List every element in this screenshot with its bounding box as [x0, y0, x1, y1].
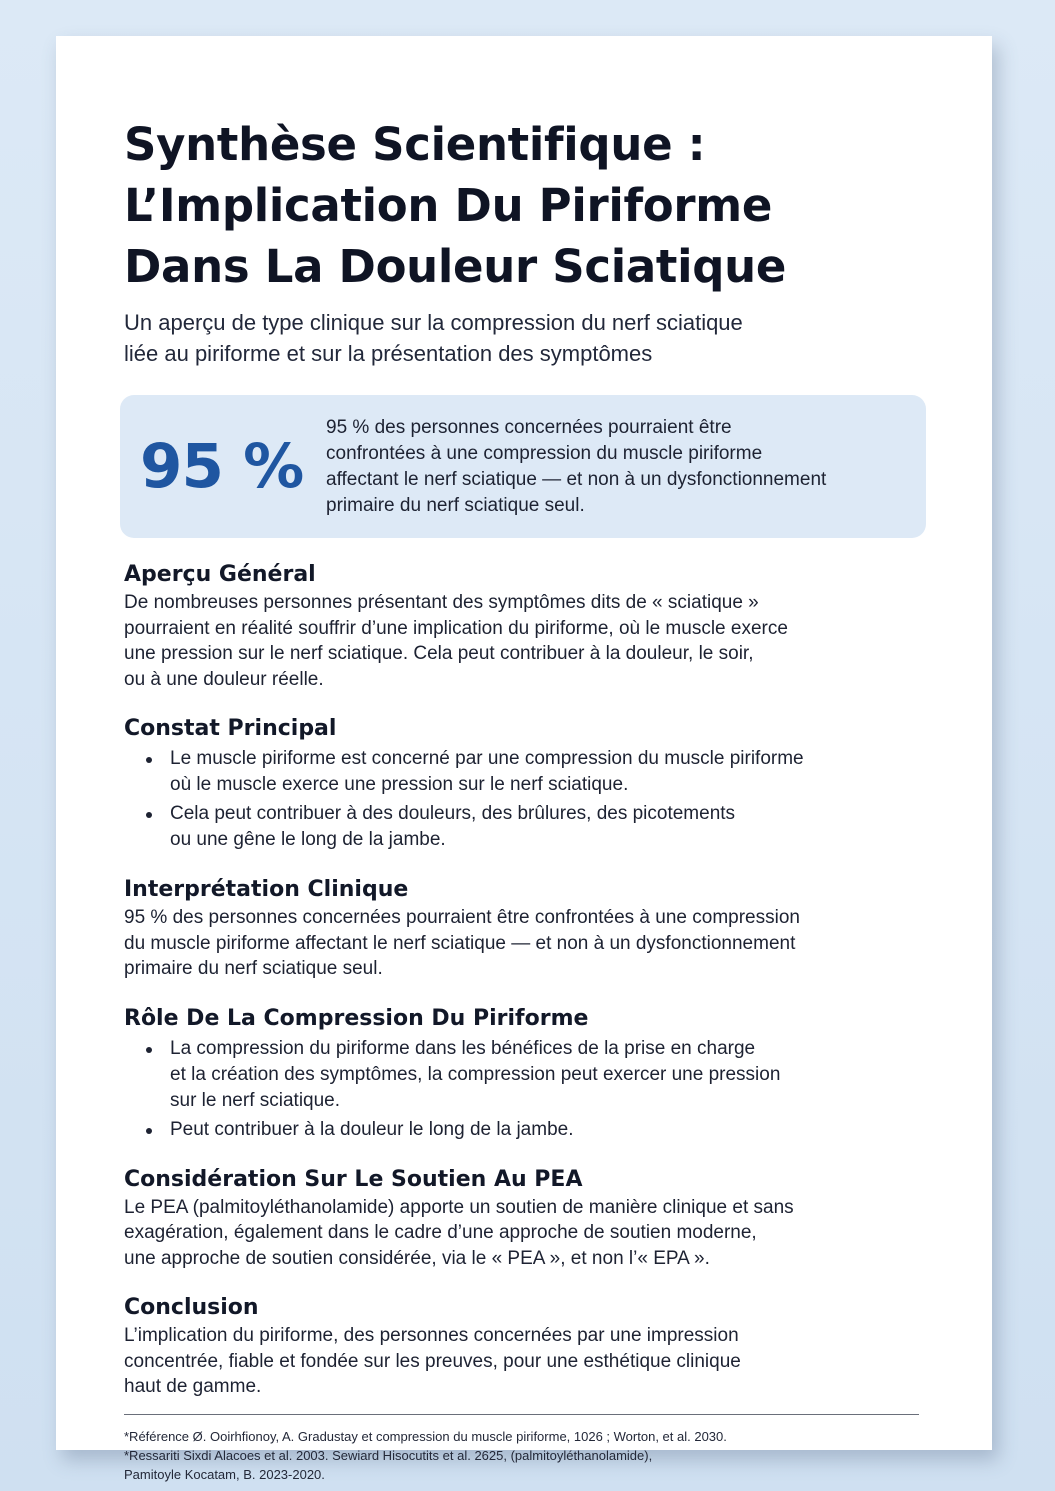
bullet-text: Le muscle piriforme est concerné par une compression du muscle piriforme où le muscle exerce une pression sur le nerf sciatique. — [170, 748, 804, 795]
section-constat-principal — [124, 714, 924, 853]
bullet-text: Cela peut contribuer à des douleurs, des brûlures, des picotements ou une gêne le long de la jambe. — [170, 803, 736, 850]
section-heading: Considération Sur Le Soutien Au PEA — [124, 1166, 583, 1192]
bullet-list — [124, 746, 924, 853]
section-heading: Conclusion — [124, 1295, 259, 1320]
stat-callout — [120, 395, 926, 538]
bullet-dot-icon — [146, 812, 152, 818]
document-title: Synthèse Scientifique : L’Implication Du Piriforme Dans La Douleur Sciatique — [124, 118, 787, 293]
section-role-compression — [124, 1004, 924, 1143]
section-heading: Aperçu Général — [124, 562, 316, 587]
section-apercu-general — [124, 560, 924, 692]
bullet-text: Peut contribuer à la douleur le long de la jambe. — [170, 1118, 574, 1140]
bullet-dot-icon — [146, 1128, 152, 1134]
document-page — [56, 36, 992, 1482]
bullet-dot-icon — [146, 757, 152, 763]
section-conclusion — [124, 1293, 924, 1400]
section-heading: Interprétation Clinique — [124, 877, 409, 902]
section-body: 95 % des personnes concernées pourraient être confrontées à une compression du muscle piriforme affectant le nerf sciatique — et non à un dysfonctionnement primaire du nerf sciatique seul. — [124, 907, 800, 979]
reference-line: *Ressariti Sixdi Alacoes et al. 2003. Sewiard Hisocutits et al. 2625, (palmitoyléthanolamide), Pamitoyle Kocatam, B. 2023-2020. — [124, 1447, 653, 1482]
stat-value: 95 % — [140, 431, 304, 502]
section-body: L’implication du piriforme, des personnes concernées par une impression concentrée, fiable et fondée sur les preuves, pour une esthétique clinique haut de gamme. — [124, 1325, 741, 1397]
references — [124, 1427, 924, 1484]
bullet-item — [146, 1117, 924, 1143]
bullet-dot-icon — [146, 1047, 152, 1053]
section-body: Le PEA (palmitoyléthanolamide) apporte un soutien de manière clinique et sans exagération, également dans le cadre d’une approche de soutien moderne, une approche de soutien considérée, via le « PEA », et non l’« EPA ». — [124, 1196, 794, 1269]
bullet-item — [146, 746, 924, 798]
document-subtitle: Un aperçu de type clinique sur la compression du nerf sciatique liée au piriforme et sur la présentation des symptômes — [124, 310, 743, 366]
bullet-text: La compression du piriforme dans les bénéfices de la prise en charge et la création des symptômes, la compression peut exercer une pression sur le nerf sciatique. — [170, 1037, 781, 1111]
section-body: De nombreuses personnes présentant des symptômes dits de « sciatique » pourraient en réalité souffrir d’une implication du piriforme, où le muscle exerce une pression sur le nerf sciatique. Cela peut contribuer à la douleur, le soir, ou à une douleur réelle. — [124, 592, 788, 690]
section-heading: Constat Principal — [124, 716, 337, 741]
reference-line: *Référence Ø. Ooirhfionoy, A. Gradustay et compression du muscle piriforme, 1026 ; Worton, et al. 2030. — [124, 1428, 727, 1444]
bullet-item — [146, 1036, 924, 1114]
bullet-list — [124, 1036, 924, 1143]
bullet-item — [146, 801, 924, 853]
section-soutien-pea — [124, 1165, 924, 1272]
footer-divider — [124, 1414, 919, 1415]
stat-text: 95 % des personnes concernées pourraient être confrontées à une compression du muscle piriforme affectant le nerf sciatique — et non à un dysfonctionnement primaire du nerf sciatique seul. — [326, 416, 827, 516]
section-heading: Rôle De La Compression Du Piriforme — [124, 1005, 589, 1031]
section-interpretation-clinique — [124, 875, 924, 982]
